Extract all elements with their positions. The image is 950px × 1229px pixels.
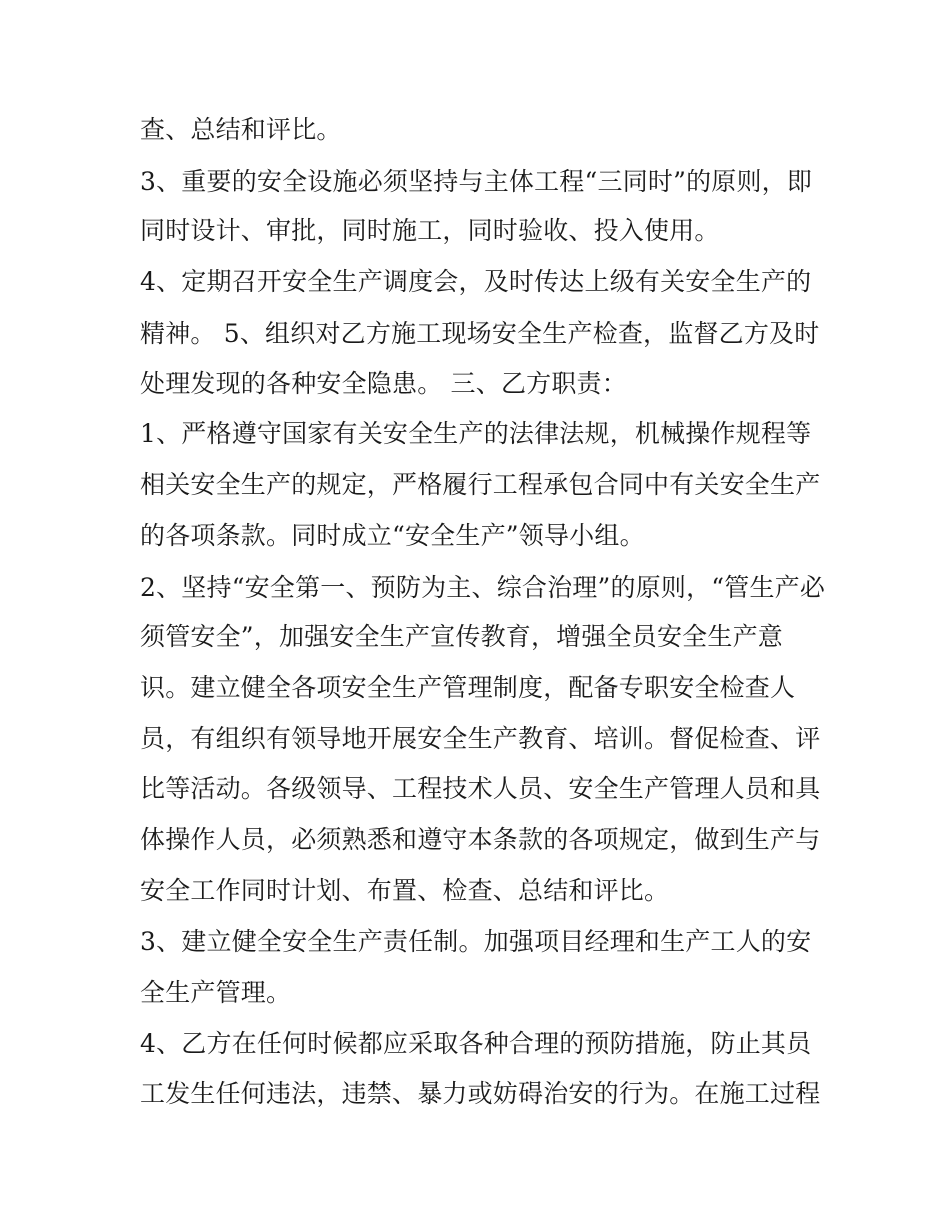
text-line-1: 查、总结和评比。 [140, 115, 342, 144]
text-line-13: 员，有组织有领导地开展安全生产教育、培训。督促检查、评 [140, 724, 821, 753]
text-line-10: 2、坚持“安全第一、预防为主、综合治理”的原则，“管生产必 [140, 573, 826, 602]
text-line-6: 处理发现的各种安全隐患。 三、乙方职责： [140, 369, 627, 398]
text-line-7: 1、严格遵守国家有关安全生产的法律法规，机械操作规程等 [140, 419, 812, 448]
text-line-11: 须管安全”，加强安全生产宣传教育，增强全员安全生产意 [140, 622, 783, 651]
text-line-9: 的各项条款。同时成立“安全生产”领导小组。 [140, 521, 645, 550]
text-line-18: 全生产管理。 [140, 978, 292, 1007]
text-line-5: 精神。 5、组织对乙方施工现场安全生产检查，监督乙方及时 [140, 319, 820, 348]
text-line-4: 4、定期召开安全生产调度会，及时传达上级有关安全生产的 [140, 267, 812, 296]
text-line-17: 3、建立健全安全生产责任制。加强项目经理和生产工人的安 [140, 927, 812, 956]
text-line-2: 3、重要的安全设施必须坚持与主体工程“三同时”的原则，即 [140, 167, 813, 196]
text-line-8: 相关安全生产的规定，严格履行工程承包合同中有关安全生产 [140, 470, 821, 499]
text-line-15: 体操作人员，必须熟悉和遵守本条款的各项规定，做到生产与 [140, 825, 821, 854]
text-line-16: 安全工作同时计划、布置、检查、总结和评比。 [140, 876, 670, 905]
text-line-14: 比等活动。各级领导、工程技术人员、安全生产管理人员和具 [140, 774, 821, 803]
text-line-20: 工发生任何违法，违禁、暴力或妨碍治安的行为。在施工过程 [140, 1079, 821, 1108]
text-line-12: 识。建立健全各项安全生产管理制度，配备专职安全检查人 [140, 673, 796, 702]
text-line-3: 同时设计、审批，同时施工，同时验收、投入使用。 [140, 216, 720, 245]
text-line-19: 4、乙方在任何时候都应采取各种合理的预防措施，防止其员 [140, 1029, 812, 1058]
